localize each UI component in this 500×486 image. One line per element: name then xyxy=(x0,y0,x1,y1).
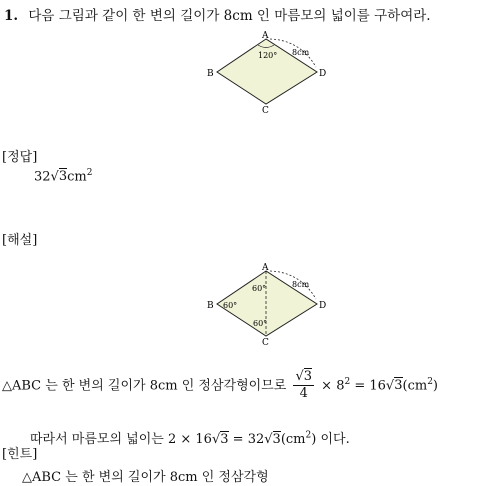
line2-rad2: 3 xyxy=(272,432,281,447)
label-d: D xyxy=(319,69,327,79)
line2-text: 따라서 마름모의 넓이는 2 × 16 xyxy=(30,432,212,447)
line1-rad: 3 xyxy=(394,378,403,394)
answer-unit: cm xyxy=(67,169,87,185)
label-b: B xyxy=(207,69,214,79)
label-a: A xyxy=(262,31,269,41)
fraction: $\frac{√3}{4}$ xyxy=(295,369,313,402)
answer-heading: [정답] xyxy=(2,150,38,165)
line1-unit: (cm xyxy=(402,378,428,394)
hint-text: △ABC 는 한 변의 길이가 8cm 인 정삼각형 xyxy=(22,470,269,485)
fraction-den: 4 xyxy=(299,386,308,402)
angle-c-label: 60° xyxy=(253,319,268,328)
answer-exp: 2 xyxy=(86,168,93,178)
fraction-num: 3 xyxy=(303,369,313,385)
label-c-2: C xyxy=(262,338,269,348)
label-c: C xyxy=(262,106,269,116)
line1-close: ) xyxy=(432,378,438,394)
label-d-2: D xyxy=(319,301,327,311)
label-b-2: B xyxy=(207,301,214,311)
answer-coef: 32 xyxy=(34,169,51,185)
line2-eq: = 32 xyxy=(232,432,265,447)
line2-unit: (cm xyxy=(280,432,306,447)
question-text: 다음 그림과 같이 한 변의 길이가 8cm 인 마름모의 넓이를 구하여라. xyxy=(28,8,431,24)
label-a-2: A xyxy=(262,263,269,273)
line1-eq: = 16 xyxy=(354,378,386,394)
angle-label: 120° xyxy=(258,51,278,60)
line2-rad: 3 xyxy=(220,432,229,447)
line1-text: △ABC 는 한 변의 길이가 8cm 인 정삼각형이므로 xyxy=(2,378,287,394)
line2-close: ) 이다. xyxy=(311,432,350,447)
explanation-line-2: 따라서 마름모의 넓이는 $2 \times 16√3 = 32√3(cm^2)$ 이다. xyxy=(30,430,350,447)
answer-value: $32√3cm^2$ xyxy=(34,168,93,185)
answer-radicand: 3 xyxy=(58,169,68,185)
side-label: 8cm xyxy=(292,48,310,57)
question-number: 1. xyxy=(4,8,19,24)
line1-times: × 8 xyxy=(321,378,345,394)
angle-b-label: 60° xyxy=(223,301,238,310)
rhombus-figure xyxy=(200,30,340,116)
rhombus-figure-explained xyxy=(200,262,340,348)
side-label-2: 8cm xyxy=(292,280,310,289)
explanation-heading: [해설] xyxy=(2,233,38,248)
question xyxy=(4,4,431,24)
line1-times-exp: 2 xyxy=(344,377,351,387)
hint-heading: [힌트] xyxy=(2,447,38,462)
angle-a-label: 60° xyxy=(252,284,267,293)
explanation-line-1: △ABC 는 한 변의 길이가 8cm 인 정삼각형이므로 $\frac{√3}{4}$ × $8^2 = 16√3(cm^2)$ xyxy=(2,369,438,402)
line2-unit-exp: 2 xyxy=(305,430,312,441)
line1-unit-exp: 2 xyxy=(427,377,433,387)
